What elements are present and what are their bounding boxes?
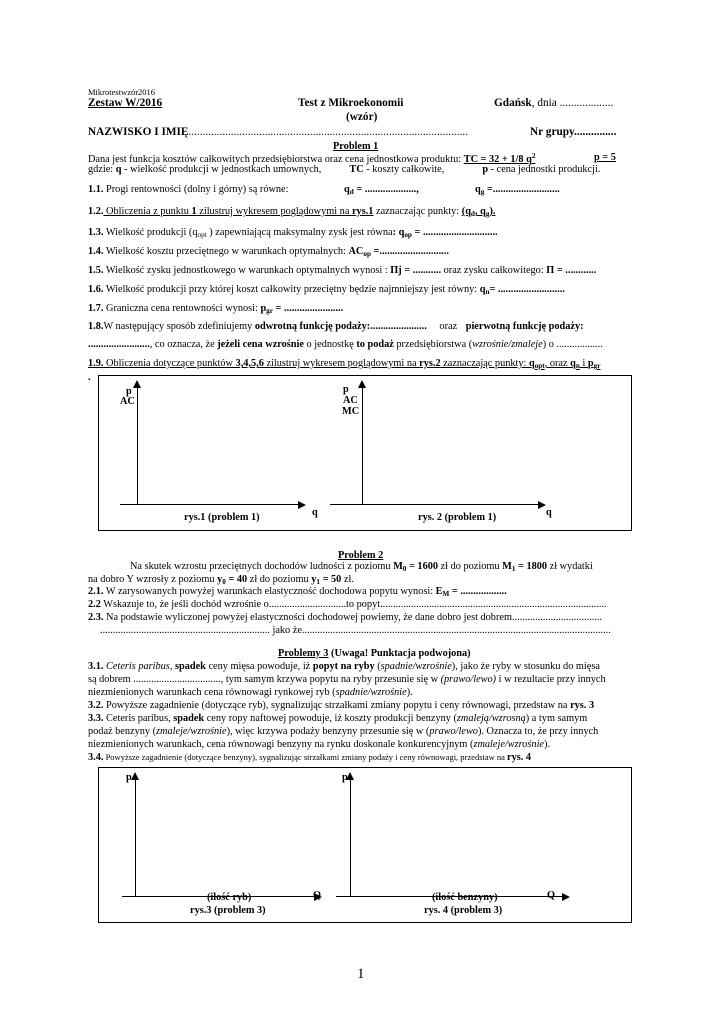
q33-text-b: ceny ropy naftowej powoduje, iż koszty produkcji benzyny ( bbox=[204, 713, 457, 724]
p2-l2-text-b: zł do poziomu bbox=[247, 574, 312, 585]
q32-fig: rys. 3 bbox=[570, 700, 595, 711]
q11-num: 1.1. bbox=[88, 184, 104, 195]
chart1-x-label: q bbox=[312, 507, 318, 518]
chart2-x-label: q bbox=[546, 507, 552, 518]
group-label[interactable]: Nr grupy............... bbox=[530, 126, 617, 138]
p2-y1-val: = 50 bbox=[320, 574, 342, 585]
page-number: 1 bbox=[357, 966, 365, 982]
q34-fig: rys. 4 bbox=[507, 752, 532, 763]
q19-text-b: zilustruj wykresem poglądowymi na bbox=[263, 358, 420, 369]
p2-y0-sub: 0 bbox=[222, 578, 226, 586]
q11-qg-val: =.......................... bbox=[484, 184, 560, 195]
q14-ans-dots: =........................... bbox=[370, 246, 449, 257]
q31-l3-end: ). bbox=[406, 687, 413, 698]
q14-ans-a: AC bbox=[348, 246, 364, 257]
p2-y0-val: = 40 bbox=[225, 574, 248, 585]
q11-qg-sub: g bbox=[480, 188, 485, 196]
q31-l2-text-b: i w rezultacie przy innych bbox=[496, 674, 606, 685]
q31-l2-text: są dobrem .................................., tym samym krzywa popytu na ryby przesunie się w bbox=[88, 674, 441, 685]
chart4-x-arrow bbox=[562, 893, 570, 901]
q19-refs: 3,4,5,6 bbox=[235, 358, 264, 369]
q17-answer[interactable] bbox=[260, 303, 343, 314]
question-3-3-line1 bbox=[88, 713, 587, 724]
q12-points bbox=[462, 206, 496, 217]
problem3-title-main: Problemy 3 bbox=[278, 648, 329, 659]
q12-text-c: zaznaczając punkty: bbox=[373, 206, 462, 217]
tc-formula-text: TC = 32 + 1/8 q bbox=[463, 154, 532, 165]
q16-num: 1.6. bbox=[88, 284, 104, 295]
p2-y0 bbox=[217, 574, 247, 585]
q21-answer[interactable] bbox=[436, 586, 507, 597]
p2-m0 bbox=[393, 561, 438, 572]
tc-exp: 2 bbox=[531, 152, 536, 160]
legend-q: q bbox=[115, 164, 122, 175]
q19-qopt-sub: opt bbox=[534, 362, 545, 370]
q18-text-a: W następujący sposób zdefiniujemy bbox=[103, 321, 255, 332]
q34-text: Powyższe zagadnienie (dotyczące benzyny), sygnalizując strzałkami zmiany podaży i ceny równowagi, przedstaw na bbox=[103, 752, 508, 762]
q12-text-b: zilustruj wykresem poglądowymi na bbox=[196, 206, 352, 217]
question-2-2 bbox=[88, 599, 607, 610]
chart2-y-axis bbox=[362, 386, 363, 505]
q33-l2-text: podaż benzyny ( bbox=[88, 726, 157, 737]
q16-ans-a: q bbox=[479, 284, 486, 295]
question-2-3-line2[interactable]: .................................................................. jako że........................................................................................................................ bbox=[100, 625, 611, 636]
q19-qopt: q bbox=[528, 358, 535, 369]
question-1-1 bbox=[88, 184, 288, 195]
q17-num: 1.7. bbox=[88, 303, 104, 314]
question-2-3 bbox=[88, 612, 602, 623]
q17-text: Graniczna cena rentowności wynosi: bbox=[103, 303, 261, 314]
name-label: NAZWISKO I IMIĘ bbox=[88, 126, 189, 138]
problem2-title: Problem 2 bbox=[338, 550, 384, 561]
question-1-4 bbox=[88, 246, 449, 258]
q31-choice-c[interactable]: spadnie/wzrośnie bbox=[335, 687, 407, 698]
q14-num: 1.4. bbox=[88, 246, 104, 257]
legend-tc-desc: - koszty całkowite, bbox=[363, 164, 445, 175]
q19-trailing-dot: . bbox=[88, 372, 91, 383]
q22-text[interactable]: Wskazuje to, że jeśli dochód wzrośnie o..............................to popyt........................................................................................ bbox=[100, 599, 607, 610]
p2-y0-sym: y bbox=[217, 574, 223, 585]
p2-text-c: zł wydatki bbox=[547, 561, 593, 572]
chart3-x-label: Q bbox=[313, 890, 322, 901]
q11-qg-answer[interactable] bbox=[475, 184, 560, 196]
q31-choice-a[interactable]: spadnie/wzrośnie bbox=[380, 661, 452, 672]
question-3-1-line3 bbox=[88, 687, 413, 698]
chart4-caption-qty: (ilość benzyny) bbox=[432, 892, 498, 903]
problem3-title-note: (Uwaga! Punktacja podwojona) bbox=[328, 648, 471, 659]
p2-m0-val: = 1600 bbox=[406, 561, 439, 572]
q16-ans-dots: = .......................... bbox=[489, 284, 565, 295]
q32-text: Powyższe zagadnienie (dotyczące ryb), sygnalizując strzałkami zmiany popytu i ceny równowagi, przedstaw na bbox=[103, 700, 571, 711]
q19-text-c: zaznaczając punkty: bbox=[440, 358, 529, 369]
question-3-4 bbox=[88, 752, 531, 763]
question-1-8-line2 bbox=[88, 339, 603, 350]
q17-ans-sub: gr bbox=[266, 307, 273, 315]
q15-text-b: oraz zysku całkowitego: bbox=[441, 265, 547, 276]
q18-primary: pierwotną funkcję podaży: bbox=[465, 321, 584, 332]
q13-text-a: Wielkość produkcji (q bbox=[103, 227, 198, 238]
city: Gdańsk bbox=[494, 97, 532, 109]
q18-text-b: oraz bbox=[436, 321, 460, 332]
q14-ans-sub: op bbox=[363, 250, 371, 258]
chart1-x-arrow bbox=[298, 501, 306, 509]
question-3-1-line2 bbox=[88, 674, 606, 685]
p2-l2-text-c: zł. bbox=[341, 574, 354, 585]
chart3-y-axis bbox=[135, 778, 136, 897]
q31-num: 3.1. bbox=[88, 661, 104, 672]
problem2-line1 bbox=[130, 561, 593, 573]
q11-qd-val: = ...................., bbox=[353, 184, 419, 195]
p2-m0-sub: 0 bbox=[402, 565, 407, 573]
q32-num: 3.2. bbox=[88, 700, 104, 711]
question-1-3 bbox=[88, 227, 498, 239]
q21-num: 2.1. bbox=[88, 586, 104, 597]
q19-pgr-sub: gr bbox=[593, 362, 601, 370]
q33-choice-b[interactable]: zmaleje/wzrośnie bbox=[156, 726, 227, 737]
q19-pgr: p bbox=[587, 358, 594, 369]
problem3-title bbox=[278, 648, 471, 659]
chart2-x-axis bbox=[330, 504, 540, 505]
q31-ceteris: Ceteris paribus bbox=[103, 661, 170, 672]
q33-l3-end: ). bbox=[544, 739, 551, 750]
q12-ref: 1 bbox=[191, 206, 197, 217]
q15-text-a: Wielkość zysku jednostkowego w warunkach optymalnych wynosi : bbox=[103, 265, 391, 276]
q33-choice-c[interactable]: prawo/lewo bbox=[429, 726, 478, 737]
chart4-x-label: Q bbox=[547, 890, 556, 901]
chart2-y-label-ac: AC bbox=[343, 395, 358, 406]
q17-ans-a: p bbox=[260, 303, 267, 314]
chart4-y-label: p bbox=[342, 772, 348, 783]
q11-qg: q bbox=[475, 184, 481, 195]
q33-l2-text-c: ). Oznacza to, że przy innych bbox=[477, 726, 599, 737]
question-3-1-line1 bbox=[88, 661, 600, 672]
q19-num: 1.9. bbox=[88, 358, 104, 369]
price-value: p = 5 bbox=[594, 152, 616, 163]
q19-qn: q bbox=[570, 358, 576, 369]
q31-text-b: ), jako że ryby w stosunku do mięsa bbox=[451, 661, 600, 672]
intro-text: Dana jest funkcja kosztów całkowitych przedsiębiorstwa oraz cena jednostkowa produktu: bbox=[88, 154, 464, 165]
chart2-y-arrow bbox=[358, 380, 366, 388]
p2-m1-sub: 1 bbox=[511, 565, 516, 573]
q12-fig: rys.1 bbox=[351, 206, 374, 217]
p2-y1 bbox=[311, 574, 341, 585]
q15-answer-total[interactable]: Π = ............ bbox=[546, 265, 597, 276]
question-3-3-line2 bbox=[88, 726, 598, 737]
question-1-9 bbox=[88, 358, 600, 370]
q33-l2-text-b: ), więc krzywa podaży benzyny przesunie się w ( bbox=[226, 726, 430, 737]
q12-pt-end: ). bbox=[489, 206, 496, 217]
chart2-y-label-mc: MC bbox=[342, 406, 360, 417]
question-1-2 bbox=[88, 206, 495, 218]
chart4-caption: rys. 4 (problem 3) bbox=[424, 905, 503, 916]
chart2-y-label-p: p bbox=[343, 384, 349, 395]
chart3-caption: rys.3 (problem 3) bbox=[190, 905, 266, 916]
q11-qd-sub: d bbox=[349, 188, 354, 196]
q21-ans-dots: = .................. bbox=[449, 586, 507, 597]
q12-num: 1.2. bbox=[88, 206, 104, 217]
p2-m1-val: = 1800 bbox=[515, 561, 548, 572]
q31-choice-b[interactable]: (prawo/lewo) bbox=[440, 674, 497, 685]
question-1-6 bbox=[88, 284, 565, 296]
q12-pt-a-sub: d bbox=[470, 210, 475, 218]
name-line bbox=[88, 126, 468, 138]
q13-ans-sub: op bbox=[404, 231, 412, 239]
chart1-caption: rys.1 (problem 1) bbox=[184, 512, 260, 523]
name-dots[interactable]: ................................................................................................... bbox=[188, 126, 469, 138]
question-1-5 bbox=[88, 265, 596, 276]
q18-supply: to podaż bbox=[356, 339, 394, 350]
q13-sub-a: opt bbox=[197, 231, 207, 239]
date-line bbox=[494, 97, 613, 109]
question-3-2 bbox=[88, 700, 594, 711]
q21-ans-sym: E bbox=[435, 586, 443, 597]
question-1-8-line1 bbox=[88, 321, 584, 332]
chart3-y-arrow bbox=[131, 772, 139, 780]
q11-text: Progi rentowności (dolny i górny) są równe: bbox=[103, 184, 289, 195]
chart3-y-label: p bbox=[126, 772, 132, 783]
question-1-7 bbox=[88, 303, 343, 315]
question-2-1 bbox=[88, 586, 507, 598]
q19-text-d: , oraz bbox=[544, 358, 571, 369]
q18-price-up: jeżeli cena wzrośnie bbox=[217, 339, 304, 350]
q12-text-a: Obliczenia z punktu bbox=[103, 206, 192, 217]
p2-text-a: Na skutek wzrostu przeciętnych dochodów ludności z poziomu bbox=[130, 561, 394, 572]
q18-text-f: ) o .................. bbox=[542, 339, 603, 350]
q33-fall: spadek bbox=[173, 713, 205, 724]
q33-text-c: ) a tym samym bbox=[525, 713, 588, 724]
pattern-label: (wzór) bbox=[346, 111, 378, 123]
q23-num: 2.3. bbox=[88, 612, 104, 623]
legend-p: p bbox=[482, 164, 489, 175]
q19-text-a: Obliczenia dotyczące punktów bbox=[103, 358, 236, 369]
q12-pt-b-sub: g bbox=[485, 210, 490, 218]
p2-m1 bbox=[502, 561, 547, 572]
p2-y1-sub: 1 bbox=[316, 578, 320, 586]
problem1-legend bbox=[88, 164, 600, 175]
q13-answer[interactable] bbox=[393, 227, 498, 238]
q18-text-d: o jednostkę bbox=[303, 339, 357, 350]
q19-fig: rys.2 bbox=[419, 358, 441, 369]
chart1-x-axis bbox=[120, 504, 300, 505]
q14-text: Wielkość kosztu przeciętnego w warunkach optymalnych: bbox=[103, 246, 349, 257]
q11-qd-answer[interactable] bbox=[344, 184, 419, 196]
q21-ans-sub: M bbox=[442, 590, 450, 598]
q11-qd: q bbox=[344, 184, 350, 195]
q18-choice[interactable]: wzrośnie/zmaleje bbox=[472, 339, 543, 350]
q17-ans-dots: = ....................... bbox=[272, 303, 344, 314]
p2-m1-sym: M bbox=[502, 561, 512, 572]
chart1-y-label-p: p bbox=[126, 386, 132, 397]
chart2-caption: rys. 2 (problem 1) bbox=[418, 512, 497, 523]
q12-pt-a: (q bbox=[461, 206, 471, 217]
q31-paren: ( bbox=[374, 661, 381, 672]
test-title: Test z Mikroekonomii bbox=[298, 97, 404, 109]
p2-m0-sym: M bbox=[393, 561, 403, 572]
legend-p-desc: - cena jednostki produkcji. bbox=[488, 164, 601, 175]
q21-text: W zarysowanych powyżej warunkach elastyczność dochodowa popytu wynosi: bbox=[103, 586, 436, 597]
q33-num: 3.3. bbox=[88, 713, 104, 724]
q13-ans-dots: = ............................. bbox=[411, 227, 498, 238]
q33-l3-text: niezmienionych warunkach, cena równowagi benzyny na rynku doskonale konkurencyjnym ( bbox=[88, 739, 474, 750]
chart1-y-label-ac: AC bbox=[120, 396, 135, 407]
q12-pt-b: , q bbox=[474, 206, 486, 217]
set-label: Zestaw W/2016 bbox=[88, 97, 163, 109]
chart1-y-arrow bbox=[133, 380, 141, 388]
q18-text-c: , co oznacza, że bbox=[149, 339, 218, 350]
q33-choice-d[interactable]: zmaleje/wzrośnie bbox=[473, 739, 545, 750]
q23-text[interactable]: Na podstawie wyliczonej powyżej elastyczności dochodowej powiemy, że dane dobro jest dobrem................................... bbox=[103, 612, 603, 623]
legend-q-desc: - wielkość produkcji w jednostkach umownych, bbox=[121, 164, 322, 175]
chart4-y-axis bbox=[350, 778, 351, 897]
p2-l2-text-a: na dobro Y wzrosły z poziomu bbox=[88, 574, 218, 585]
q16-answer[interactable] bbox=[480, 284, 565, 295]
q13-num: 1.3. bbox=[88, 227, 104, 238]
q15-answer-unit[interactable]: Πj = ........... bbox=[390, 265, 442, 276]
q19-text-e: i bbox=[579, 358, 588, 369]
q13-ans-a: : q bbox=[392, 227, 405, 238]
p2-y1-sym: y bbox=[311, 574, 317, 585]
q13-text-b: ) zapewniającą maksymalny zysk jest równa bbox=[206, 227, 393, 238]
q31-fall: spadek bbox=[174, 661, 206, 672]
q31-comma: , bbox=[169, 661, 175, 672]
file-label: Mikrotestwzór2016 bbox=[88, 87, 156, 97]
q19-qn-sub: n bbox=[575, 362, 580, 370]
chart1-y-axis bbox=[137, 386, 138, 505]
date-dots: , dnia ................... bbox=[531, 97, 614, 109]
q34-num: 3.4. bbox=[88, 752, 104, 763]
q31-l3-text: niezmienionych warunkach cena równowagi rynkowej ryb ( bbox=[88, 687, 336, 698]
q31-fish-demand: popyt na ryby bbox=[312, 661, 375, 672]
q15-num: 1.5. bbox=[88, 265, 104, 276]
q16-text: Wielkość produkcji przy której koszt całkowity przeciętny będzie najmniejszy jest równy: bbox=[103, 284, 480, 295]
q16-ans-sub: n bbox=[485, 288, 490, 296]
q22-num: 2.2 bbox=[88, 599, 101, 610]
q31-text-a: ceny mięsa powoduje, iż bbox=[205, 661, 313, 672]
chart3-caption-qty: (ilość ryb) bbox=[207, 892, 252, 903]
question-3-3-line3 bbox=[88, 739, 550, 750]
legend-tc: TC bbox=[349, 164, 364, 175]
q33-choice-a[interactable]: zmaleją/wzrosną bbox=[456, 713, 526, 724]
q18-inverse[interactable]: odwrotną funkcję podaży:...................... bbox=[254, 321, 427, 332]
q18-num: 1.8. bbox=[88, 321, 104, 332]
chart2-x-arrow bbox=[538, 501, 546, 509]
legend-where: gdzie: bbox=[88, 164, 116, 175]
q33-text-a: Ceteris paribus, bbox=[103, 713, 174, 724]
q18-text-e: przedsiębiorstwa ( bbox=[393, 339, 473, 350]
q14-answer[interactable] bbox=[348, 246, 448, 257]
problem2-line2 bbox=[88, 574, 354, 586]
q18-primary-dots[interactable]: ........................ bbox=[88, 339, 150, 350]
problem1-title: Problem 1 bbox=[333, 141, 379, 152]
p2-text-b: zł do poziomu bbox=[438, 561, 503, 572]
